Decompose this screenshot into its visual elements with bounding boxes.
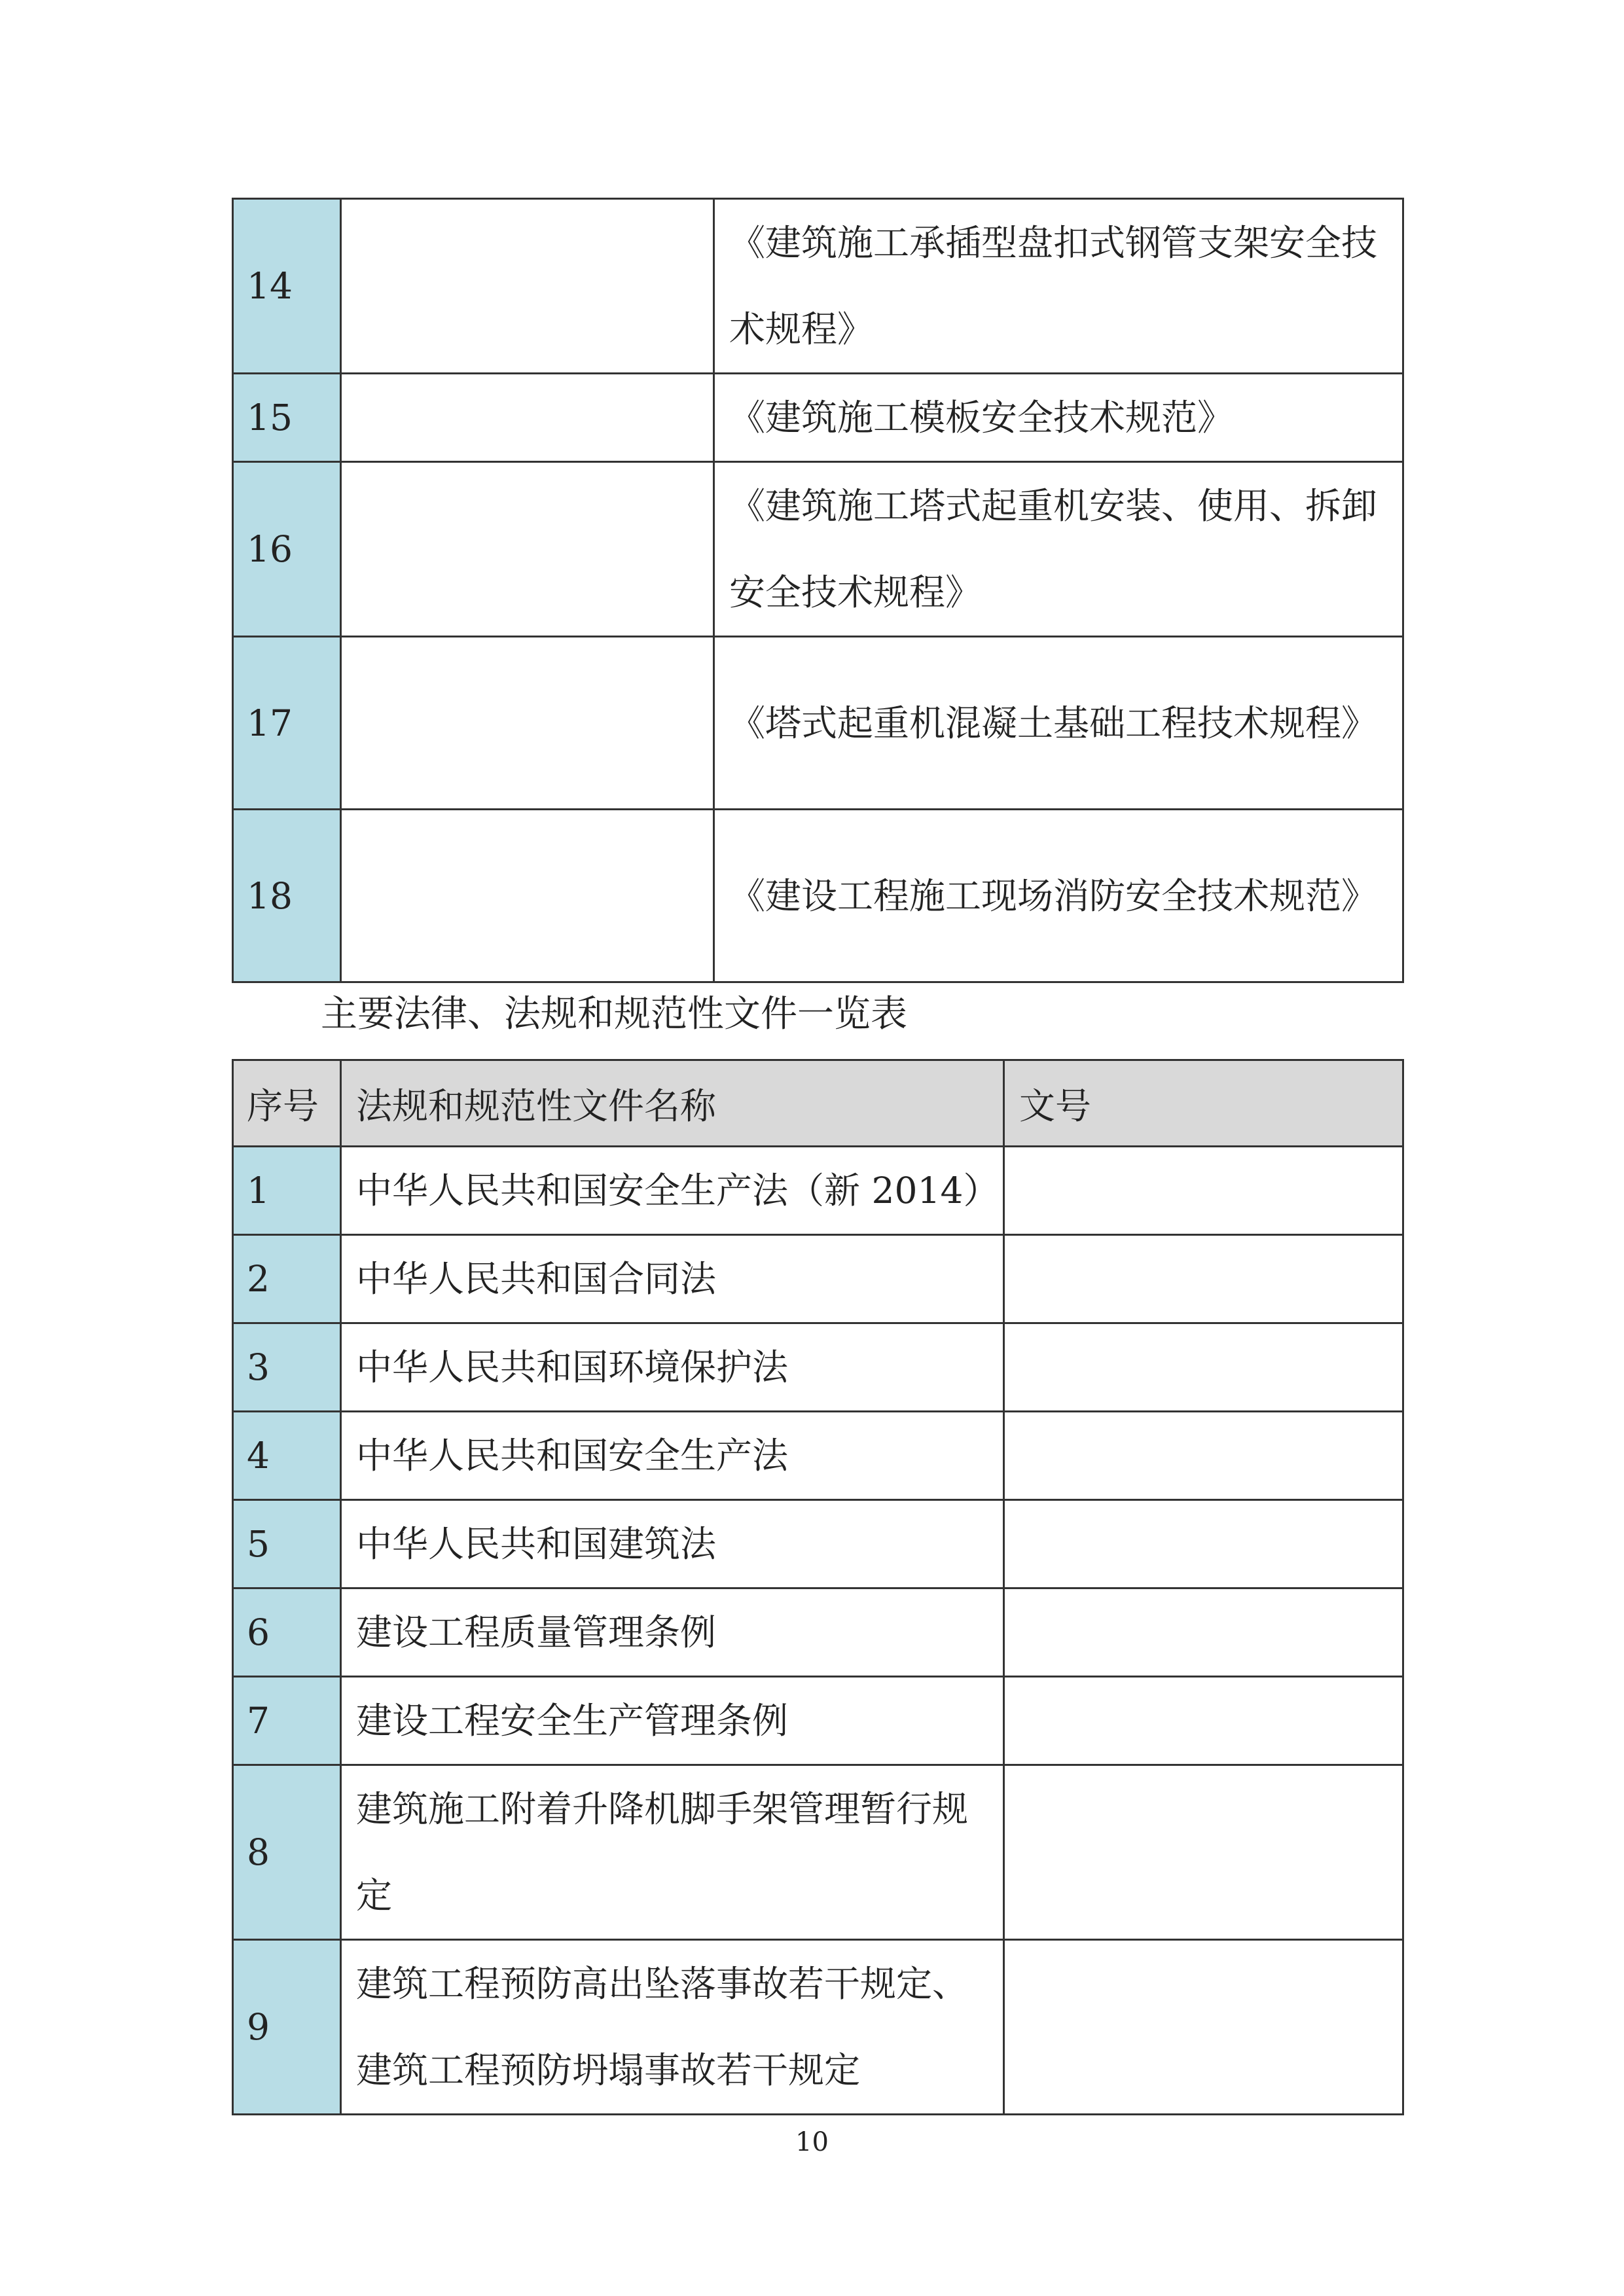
row-number: 8 — [233, 1765, 341, 1940]
row-number: 17 — [233, 637, 341, 810]
table-row — [233, 374, 1403, 462]
continued-standards-table — [232, 198, 1404, 983]
table-row — [233, 1323, 1403, 1412]
doc-number — [1004, 1235, 1403, 1323]
law-name: 中华人民共和国合同法 — [341, 1235, 1004, 1323]
empty-cell — [341, 637, 714, 810]
row-number: 2 — [233, 1235, 341, 1323]
standard-name: 《建筑施工模板安全技术规范》 — [714, 374, 1403, 462]
standard-name: 《建筑施工塔式起重机安装、使用、拆卸安全技术规程》 — [714, 462, 1403, 637]
doc-number — [1004, 1677, 1403, 1765]
table-row — [233, 199, 1403, 374]
row-number: 4 — [233, 1412, 341, 1500]
row-number: 18 — [233, 810, 341, 982]
row-number: 3 — [233, 1323, 341, 1412]
law-name: 中华人民共和国环境保护法 — [341, 1323, 1004, 1412]
page-number: 10 — [795, 2127, 829, 2157]
row-number: 14 — [233, 199, 341, 374]
doc-number — [1004, 1765, 1403, 1940]
law-table — [232, 1059, 1404, 2115]
row-number: 1 — [233, 1147, 341, 1235]
law-name: 建设工程质量管理条例 — [341, 1588, 1004, 1677]
standard-name: 《建设工程施工现场消防安全技术规范》 — [714, 810, 1403, 982]
standard-name: 《塔式起重机混凝土基础工程技术规程》 — [714, 637, 1403, 810]
row-number: 5 — [233, 1500, 341, 1588]
row-number: 9 — [233, 1940, 341, 2115]
table-row — [233, 810, 1403, 982]
table-row — [233, 1940, 1403, 2115]
law-table-caption: 主要法律、法规和规范性文件一览表 — [321, 993, 907, 1035]
row-number: 16 — [233, 462, 341, 637]
table-row — [233, 1412, 1403, 1500]
law-name: 中华人民共和国安全生产法 — [341, 1412, 1004, 1500]
table-row — [233, 1235, 1403, 1323]
doc-number — [1004, 1588, 1403, 1677]
table-row — [233, 1147, 1403, 1235]
standard-name: 《建筑施工承插型盘扣式钢管支架安全技术规程》 — [714, 199, 1403, 374]
doc-number — [1004, 1412, 1403, 1500]
table-row — [233, 1765, 1403, 1940]
table-row — [233, 1677, 1403, 1765]
empty-cell — [341, 199, 714, 374]
doc-number — [1004, 1147, 1403, 1235]
table-row — [233, 637, 1403, 810]
row-number: 6 — [233, 1588, 341, 1677]
table-row — [233, 1500, 1403, 1588]
empty-cell — [341, 462, 714, 637]
law-name: 建筑工程预防高出坠落事故若干规定、建筑工程预防坍塌事故若干规定 — [341, 1940, 1004, 2115]
law-name: 建筑施工附着升降机脚手架管理暂行规定 — [341, 1765, 1004, 1940]
row-number: 15 — [233, 374, 341, 462]
law-name: 建设工程安全生产管理条例 — [341, 1677, 1004, 1765]
law-name: 中华人民共和国建筑法 — [341, 1500, 1004, 1588]
table-row — [233, 1588, 1403, 1677]
doc-number — [1004, 1500, 1403, 1588]
table-row — [233, 462, 1403, 637]
doc-number — [1004, 1940, 1403, 2115]
empty-cell — [341, 810, 714, 982]
table-header-row — [233, 1060, 1403, 1147]
row-number: 7 — [233, 1677, 341, 1765]
header-number: 序号 — [233, 1060, 341, 1147]
doc-number — [1004, 1323, 1403, 1412]
header-name: 法规和规范性文件名称 — [341, 1060, 1004, 1147]
empty-cell — [341, 374, 714, 462]
law-name: 中华人民共和国安全生产法（新 2014） — [341, 1147, 1004, 1235]
header-doc-no: 文号 — [1004, 1060, 1403, 1147]
